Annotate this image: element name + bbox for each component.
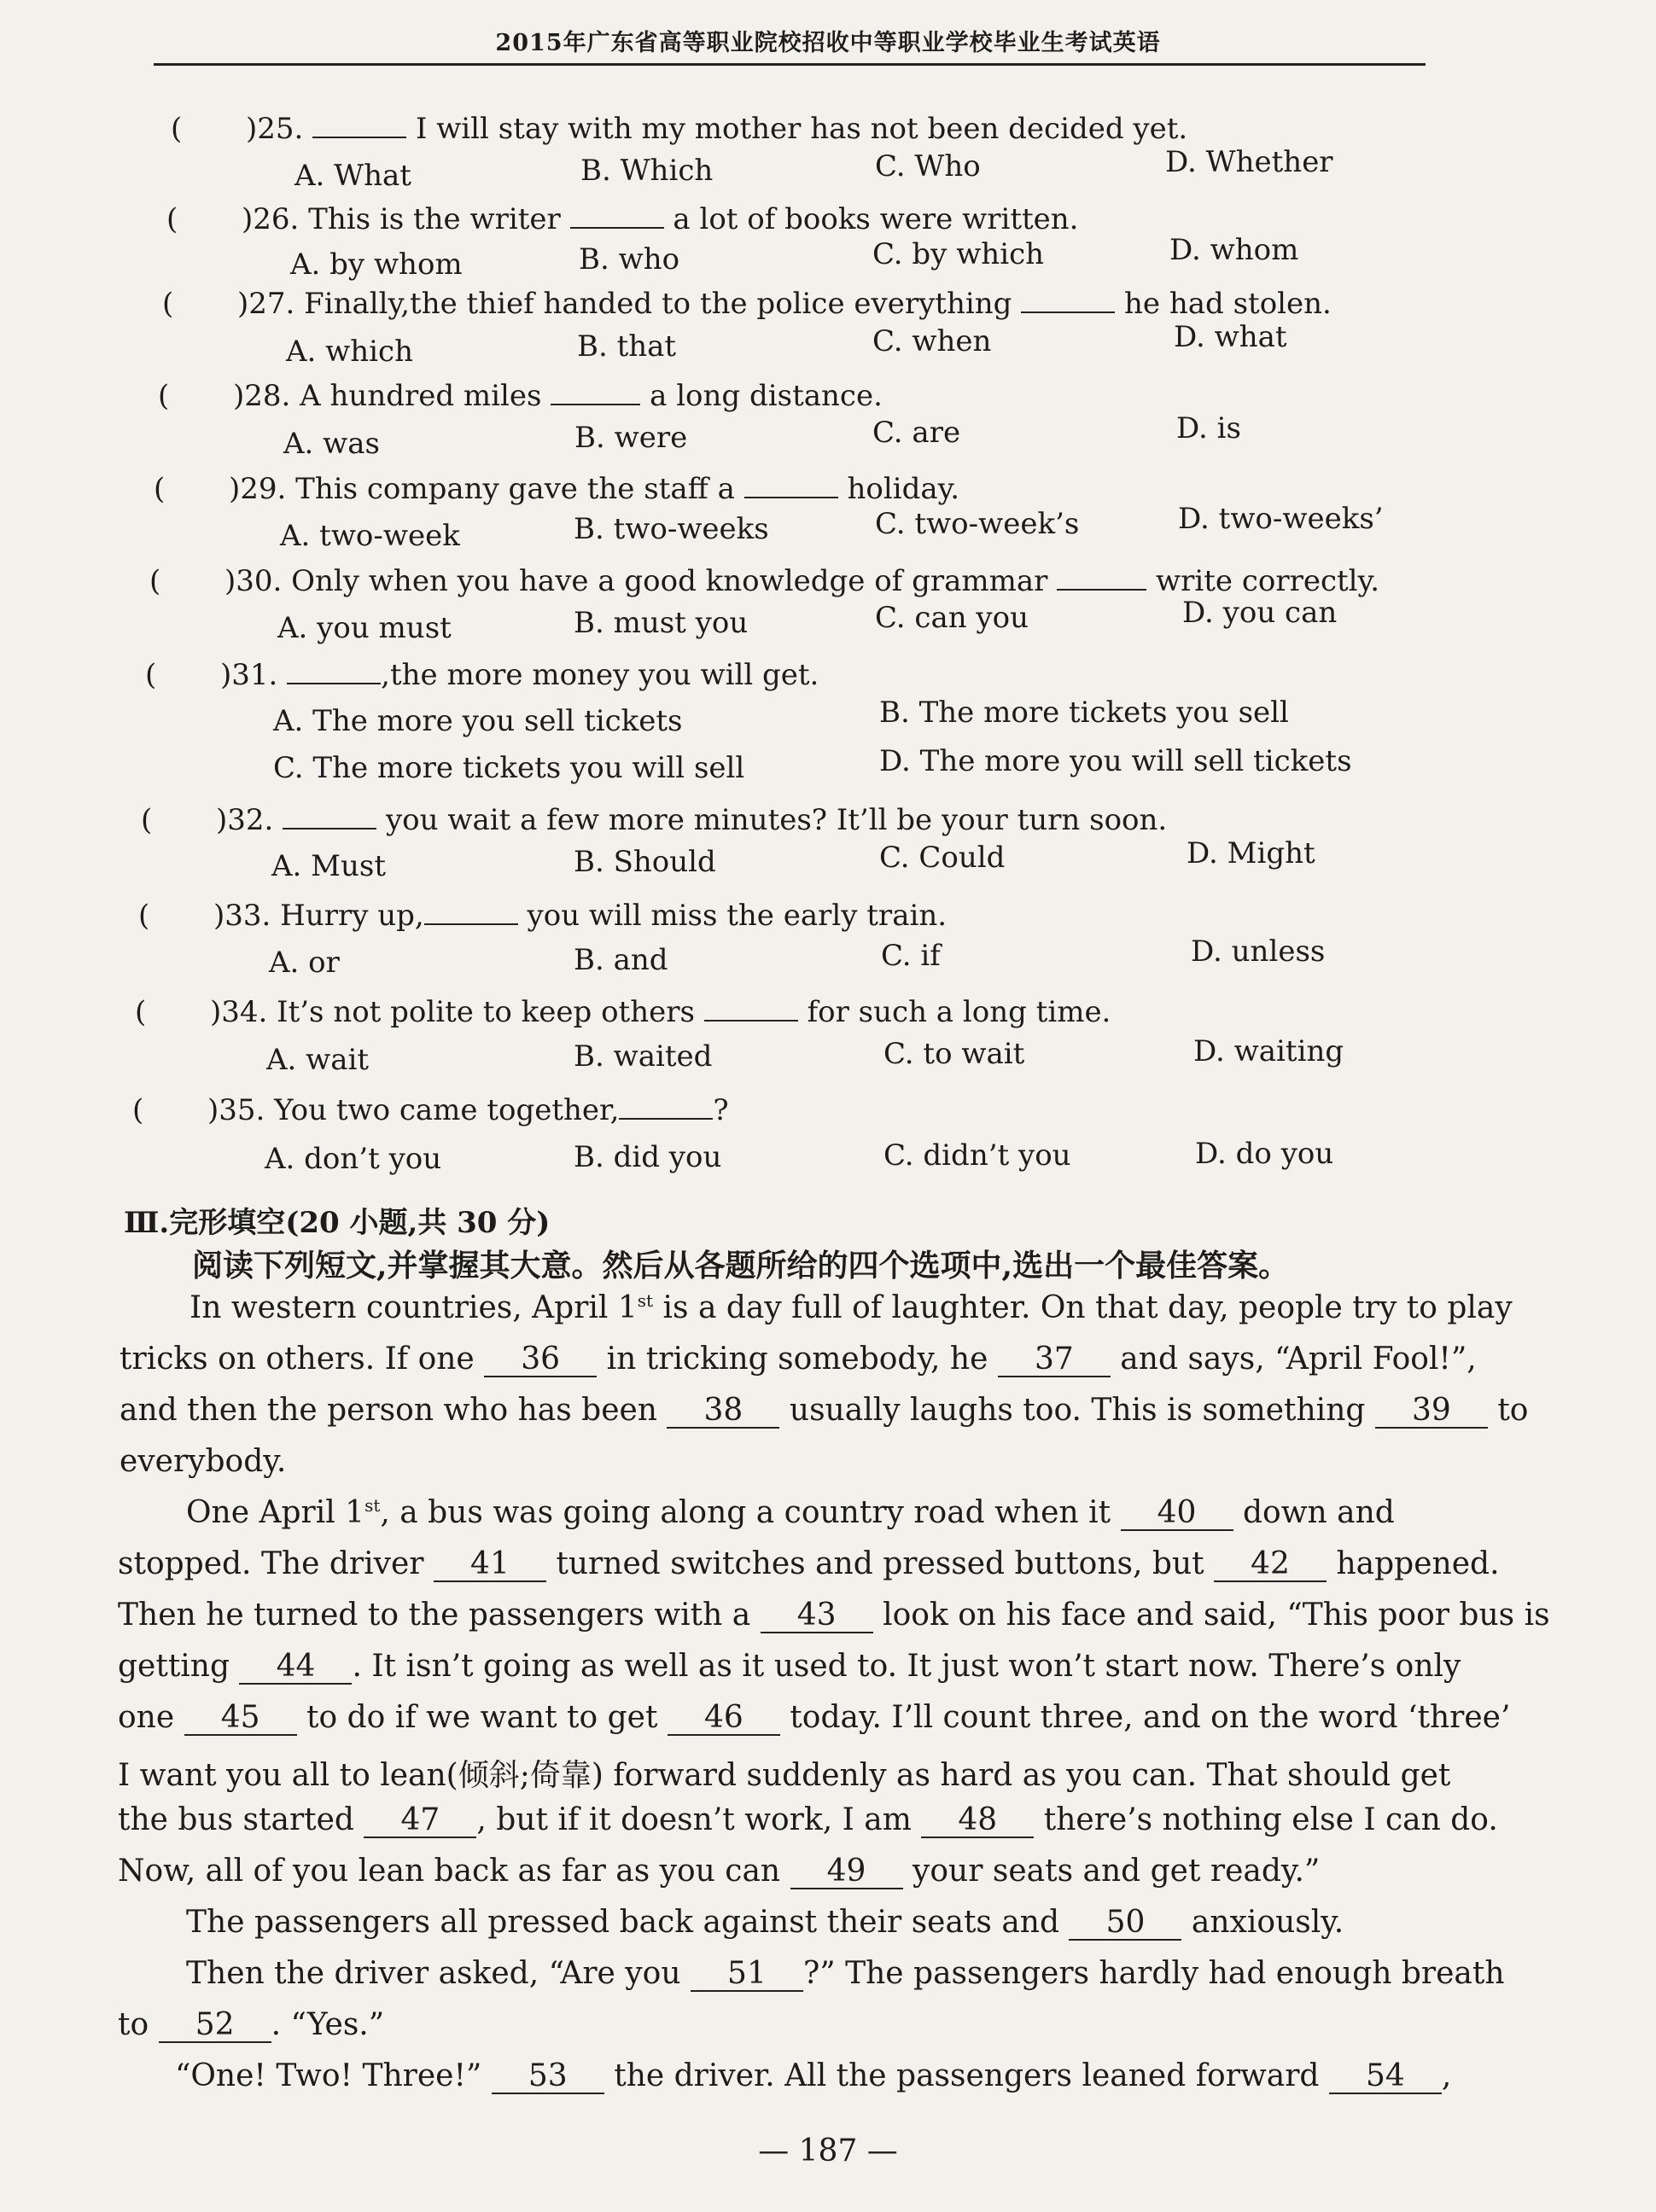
question-30: ( )30. Only when you have a good knowledge of grammar write correctly. — [149, 564, 1380, 598]
option-d: D. unless — [1191, 934, 1326, 969]
blank-54: 54 — [1329, 2060, 1442, 2094]
option-d: D. Might — [1187, 836, 1315, 870]
option-c: C. Who — [875, 149, 981, 183]
option-b: B. waited — [574, 1039, 713, 1074]
page-header-title: 2015年广东省高等职业院校招收中等职业学校毕业生考试英语 — [495, 30, 1161, 56]
passage-line: Then the driver asked, “Are you 51 ?” The passengers hardly had enough breath — [186, 1956, 1505, 1991]
answer-blank — [287, 657, 381, 684]
question-25: ( )25. I will stay with my mother has not been decided yet. — [171, 112, 1188, 146]
option-a: A. wait — [266, 1043, 370, 1077]
option-c: C. didn’t you — [883, 1138, 1071, 1173]
blank-42: 42 — [1214, 1548, 1327, 1582]
blank-50: 50 — [1069, 1906, 1181, 1941]
passage-line: I want you all to lean(倾斜;倚靠) forward suddenly as hard as you can. That should get — [118, 1758, 1451, 1793]
section-title: Ⅲ.完形填空(20 小题,共 30 分) — [124, 1206, 551, 1240]
blank-37: 37 — [998, 1343, 1111, 1377]
option-d: D. what — [1174, 320, 1287, 354]
option-b: B. Should — [574, 845, 716, 879]
page-number: — 187 — — [758, 2133, 898, 2168]
option-b: B. two-weeks — [574, 512, 769, 546]
answer-blank — [619, 1092, 713, 1120]
option-b: B. that — [577, 329, 677, 364]
blank-49: 49 — [790, 1855, 903, 1889]
option-d: D. waiting — [1193, 1034, 1344, 1068]
option-a: A. was — [283, 427, 380, 461]
blank-40: 40 — [1121, 1497, 1233, 1531]
passage-line: “One! Two! Three!” 53 the driver. All the passengers leaned forward 54 , — [175, 2058, 1452, 2093]
question-28: ( )28. A hundred miles a long distance. — [158, 379, 883, 413]
option-c: C. if — [881, 939, 941, 973]
option-c: C. The more tickets you will sell — [273, 751, 745, 785]
blank-51: 51 — [691, 1958, 803, 1992]
section-instruction: 阅读下列短文,并掌握其大意。然后从各题所给的四个选项中,选出一个最佳答案。 — [192, 1248, 1290, 1284]
option-d: D. you can — [1182, 596, 1338, 630]
option-d: D. two-weeks’ — [1178, 502, 1384, 536]
passage-line: The passengers all pressed back against their seats and 50 anxiously. — [186, 1905, 1344, 1940]
passage-line: In western countries, April 1st is a day full of laughter. On that day, people try to play — [190, 1290, 1513, 1325]
option-b: B. The more tickets you sell — [879, 696, 1289, 730]
question-27: ( )27. Finally,the thief handed to the police everything he had stolen. — [162, 287, 1332, 321]
question-34: ( )34. It’s not polite to keep others for such a long time. — [135, 995, 1111, 1029]
question-33: ( )33. Hurry up, you will miss the early train. — [138, 899, 948, 933]
blank-46: 46 — [668, 1702, 780, 1736]
passage-line: stopped. The driver 41 turned switches and pressed buttons, but 42 happened. — [118, 1546, 1500, 1581]
question-31: ( )31. ,the more money you will get. — [145, 658, 819, 692]
option-d: D. Whether — [1165, 145, 1333, 179]
option-c: C. can you — [875, 601, 1029, 635]
option-b: B. must you — [574, 606, 749, 640]
option-a: A. two-week — [280, 519, 460, 553]
option-d: D. The more you will sell tickets — [879, 744, 1352, 778]
option-b: B. did you — [574, 1140, 722, 1174]
header-rule — [154, 63, 1426, 66]
option-a: A. The more you sell tickets — [273, 704, 683, 738]
option-c: C. by which — [872, 237, 1045, 271]
option-a: A. What — [294, 159, 411, 193]
passage-line: Now, all of you lean back as far as you can 49 your seats and get ready.” — [118, 1854, 1321, 1889]
option-b: B. and — [574, 943, 668, 977]
option-c: C. two-week’s — [875, 507, 1080, 541]
option-b: B. were — [574, 421, 688, 455]
answer-blank — [1021, 286, 1115, 313]
option-a: A. you must — [277, 611, 452, 645]
option-a: A. by whom — [290, 247, 463, 282]
answer-blank — [312, 111, 406, 138]
blank-48: 48 — [921, 1804, 1034, 1838]
option-c: C. are — [872, 416, 961, 450]
blank-45: 45 — [184, 1702, 297, 1736]
blank-53: 53 — [492, 2060, 604, 2094]
passage-line: to 52 . “Yes.” — [118, 2007, 385, 2042]
option-a: A. don’t you — [265, 1142, 442, 1176]
option-d: D. whom — [1169, 233, 1299, 267]
blank-38: 38 — [667, 1394, 779, 1429]
answer-blank — [424, 898, 518, 925]
answer-blank — [744, 471, 838, 498]
passage-line: one 45 to do if we want to get 46 today. I’ll count three, and on the word ‘three’ — [118, 1700, 1511, 1735]
question-29: ( )29. This company gave the staff a holiday. — [154, 472, 960, 506]
passage-line: the bus started 47 , but if it doesn’t work, I am 48 there’s nothing else I can do. — [118, 1802, 1498, 1837]
passage-line: everybody. — [120, 1444, 287, 1479]
blank-41: 41 — [434, 1548, 546, 1582]
blank-47: 47 — [364, 1804, 476, 1838]
question-35: ( )35. You two came together, ? — [132, 1093, 729, 1127]
option-d: D. is — [1176, 411, 1241, 445]
question-32: ( )32. you wait a few more minutes? It’ll be your turn soon. — [141, 803, 1168, 837]
option-c: C. Could — [879, 841, 1006, 875]
passage-line: Then he turned to the passengers with a 43 look on his face and said, “This poor bus is — [118, 1598, 1550, 1633]
option-a: A. which — [286, 335, 413, 369]
option-d: D. do you — [1195, 1137, 1334, 1171]
question-26: ( )26. This is the writer a lot of books were written. — [166, 202, 1079, 236]
option-a: A. Must — [271, 849, 386, 883]
passage-line: and then the person who has been 38 usually laughs too. This is something 39 to — [120, 1393, 1529, 1428]
answer-blank — [704, 994, 798, 1022]
option-b: B. who — [579, 242, 680, 276]
blank-36: 36 — [484, 1343, 597, 1377]
blank-43: 43 — [761, 1599, 873, 1633]
answer-blank — [570, 201, 664, 229]
option-c: C. to wait — [883, 1037, 1025, 1071]
blank-39: 39 — [1375, 1394, 1488, 1429]
option-a: A. or — [269, 946, 340, 980]
answer-blank — [551, 378, 640, 405]
answer-blank — [1057, 563, 1146, 591]
passage-line: getting 44 . It isn’t going as well as it used to. It just won’t start now. There’s only — [118, 1649, 1461, 1684]
blank-44: 44 — [239, 1650, 352, 1685]
answer-blank — [283, 802, 376, 830]
option-c: C. when — [872, 324, 992, 358]
option-b: B. Which — [580, 154, 714, 188]
blank-52: 52 — [159, 2009, 271, 2043]
passage-line: One April 1st, a bus was going along a country road when it 40 down and — [186, 1495, 1395, 1530]
passage-line: tricks on others. If one 36 in tricking somebody, he 37 and says, “April Fool!”, — [120, 1342, 1477, 1377]
